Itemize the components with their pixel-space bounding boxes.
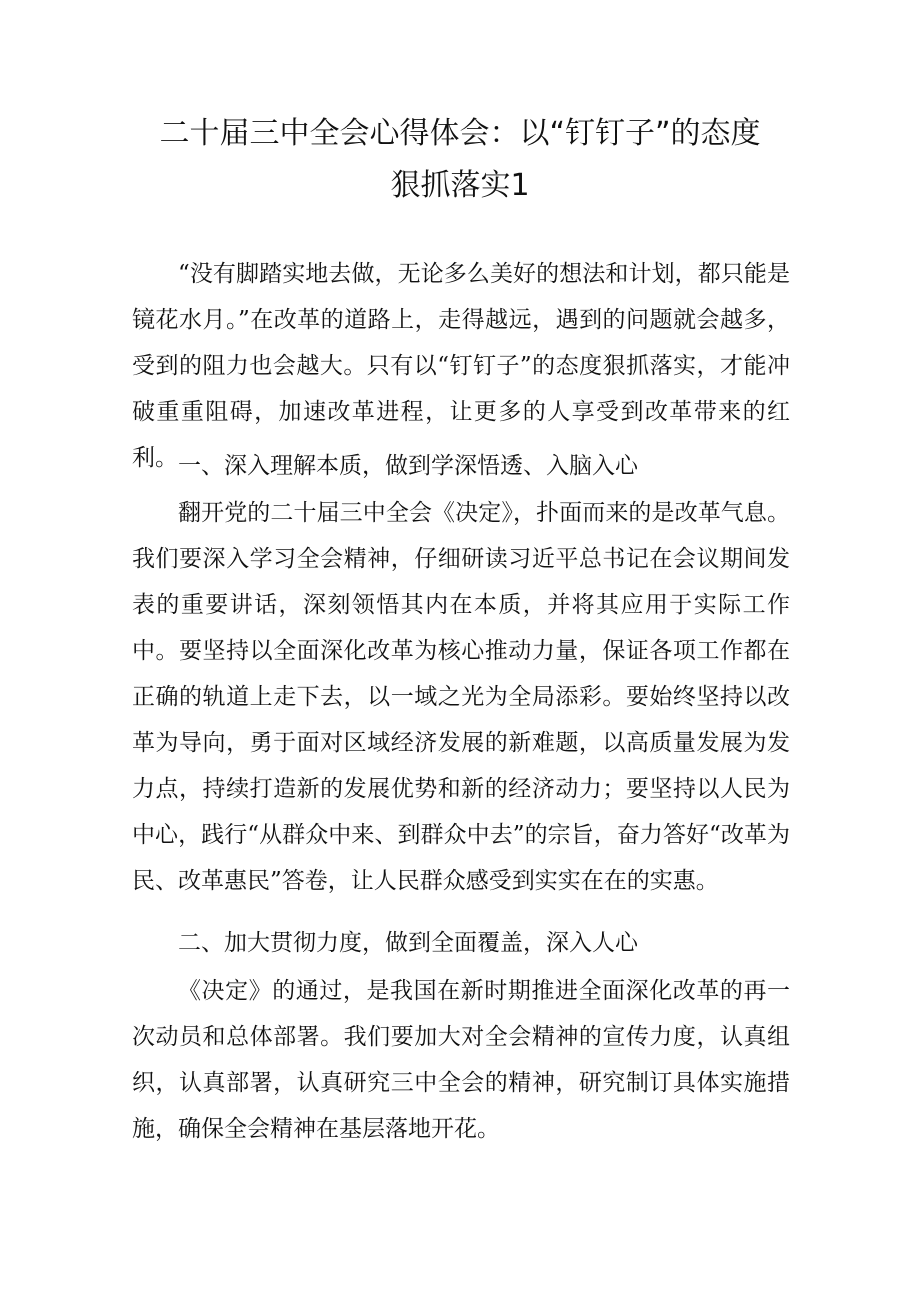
section-heading-1: 一、深入理解本质，做到学深悟透、入脑入心 bbox=[178, 453, 638, 479]
document-title-line-2: 狠抓落实1 bbox=[390, 168, 530, 203]
section-1-paragraph: 翻开党的二十届三中全会《决定》，扑面而来的是改革气息。我们要深入学习全会精神，仔细研读习近平总书记在会议期间发表的重要讲话，深刻领悟其内在本质，并将其应用于实际工作中。要坚持以全面深化改革为核心推动力量，保证各项工作都在正确的轨道上走下去，以一域之光为全局添彩。要始终坚持以改革为导向，勇于面对区域经济发展的新难题，以高质量发展为发力点，持续打造新的发展优势和新的经济动力；要坚持以人民为中心，践行“从群众中来、到群众中去”的宗旨，奋力答好“改革为民、改革惠民”答卷，让人民群众感受到实实在在的实惠。 bbox=[132, 500, 790, 894]
section-heading-2: 二、加大贯彻力度，做到全面覆盖，深入人心 bbox=[178, 930, 638, 956]
document-title-line-1: 二十届三中全会心得体会：以“钉钉子”的态度 bbox=[159, 116, 761, 151]
section-2-paragraph: 《决定》的通过，是我国在新时期推进全面深化改革的再一次动员和总体部署。我们要加大对全会精神的宣传力度，认真组织，认真部署，认真研究三中全会的精神，研究制订具体实施措施，确保全会精神在基层落地开花。 bbox=[132, 978, 790, 1142]
intro-paragraph: “没有脚踏实地去做，无论多么美好的想法和计划，都只能是镜花水月。”在改革的道路上，走得越远，遇到的问题就会越多，受到的阻力也会越大。只有以“钉钉子”的态度狠抓落实，才能冲破重重阻碍，加速改革进程，让更多的人享受到改革带来的红利。 bbox=[132, 261, 790, 471]
